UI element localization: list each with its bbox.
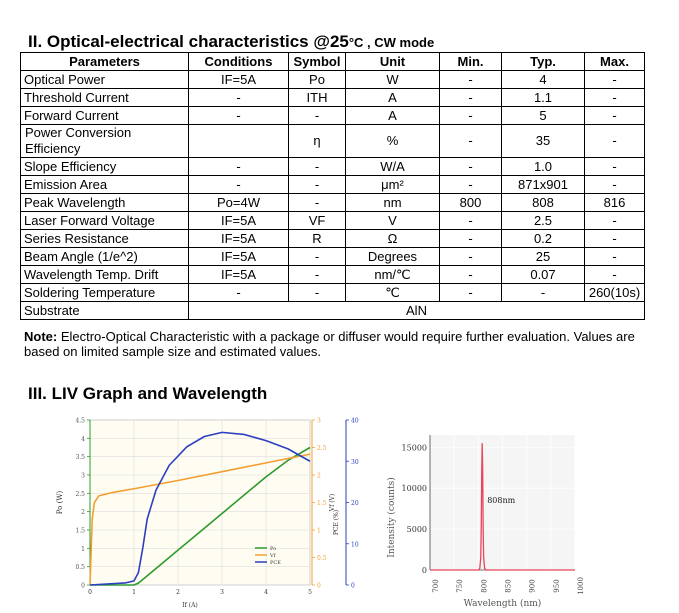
y-tick-label: 15000 (401, 443, 427, 453)
table-cell: IF=5A (189, 230, 289, 248)
table-cell: - (585, 230, 645, 248)
table-cell: 2.5 (502, 212, 585, 230)
y-tick-label: 0.5 (75, 564, 85, 572)
table-cell: 25 (502, 248, 585, 266)
column-header: Typ. (502, 53, 585, 71)
x-tick-label: 800 (480, 579, 489, 593)
table-cell: - (585, 176, 645, 194)
table-cell: - (585, 158, 645, 176)
y-tick-label: 5000 (406, 525, 427, 535)
table-cell: 800 (440, 194, 502, 212)
vf-tick-label: 3 (317, 417, 321, 425)
pce-tick-label: 20 (351, 500, 359, 507)
table-cell: Series Resistance (21, 230, 189, 248)
characteristics-table (20, 52, 645, 320)
table-cell: Po (289, 71, 346, 89)
x-tick-label: 3 (220, 589, 224, 596)
table-cell: 808 (502, 194, 585, 212)
vf-axis-label: Vf (V) (329, 493, 336, 512)
table-cell: W/A (346, 158, 440, 176)
table-cell: Peak Wavelength (21, 194, 189, 212)
y-tick-label: 4 (81, 435, 85, 443)
table-row (21, 158, 645, 176)
x-tick-label: 0 (88, 589, 92, 596)
table-cell: - (585, 89, 645, 107)
section-3-title: III. LIV Graph and Wavelength (28, 384, 268, 403)
pce-tick-label: 10 (351, 541, 359, 549)
y-tick-label: 2 (81, 509, 85, 517)
table-cell: IF=5A (189, 266, 289, 284)
vf-tick-label: 1 (317, 527, 321, 535)
table-cell: A (346, 107, 440, 125)
note-label: Note: (24, 329, 58, 344)
section-2-title-unit: °C , CW mode (348, 35, 435, 50)
section-2-heading (28, 32, 434, 52)
pce-tick-label: 0 (351, 582, 355, 590)
y-tick-label: 0 (421, 566, 427, 575)
table-row (21, 71, 645, 89)
x-tick-label: 850 (504, 579, 513, 593)
table-cell: ℃ (346, 284, 440, 302)
table-cell: Slope Efficiency (21, 158, 189, 176)
table-cell: W (346, 71, 440, 89)
x-tick-label: 750 (456, 579, 465, 593)
table-cell: Substrate (21, 302, 189, 320)
table-cell: - (440, 107, 502, 125)
table-cell: - (502, 284, 585, 302)
table-cell: 1.1 (502, 89, 585, 107)
table-cell: IF=5A (189, 71, 289, 89)
legend-label: PCE (270, 560, 281, 566)
table-row (21, 125, 645, 158)
table-cell: - (289, 176, 346, 194)
table-cell: 0.07 (502, 266, 585, 284)
table-cell: R (289, 230, 346, 248)
liv-chart (50, 410, 359, 610)
table-cell: - (440, 158, 502, 176)
column-header: Symbol (289, 53, 346, 71)
table-cell: 35 (502, 125, 585, 158)
x-tick-label: 5 (308, 589, 312, 596)
table-cell: AlN (189, 302, 645, 320)
table-cell: - (585, 71, 645, 89)
table-cell: - (289, 194, 346, 212)
y-tick-label: 3.5 (75, 454, 85, 462)
table-cell: - (440, 284, 502, 302)
table-row (21, 176, 645, 194)
table-cell: - (440, 89, 502, 107)
table-cell: A (346, 89, 440, 107)
legend-label: Po (270, 546, 277, 552)
column-header: Unit (346, 53, 440, 71)
table-cell: % (346, 125, 440, 158)
table-cell: - (289, 266, 346, 284)
table-cell: Forward Current (21, 107, 189, 125)
y-tick-label: 0 (81, 582, 85, 590)
pce-tick-label: 30 (351, 458, 359, 466)
table-cell: - (189, 176, 289, 194)
y-tick-label: 2.5 (75, 490, 85, 498)
vf-tick-label: 0 (317, 582, 321, 590)
table-cell: - (585, 212, 645, 230)
table-header-row (21, 53, 645, 71)
table-row (21, 89, 645, 107)
table-cell: η (289, 125, 346, 158)
vf-tick-label: 0.5 (317, 555, 327, 562)
table-cell: - (289, 107, 346, 125)
y-tick-label: 1 (81, 545, 85, 553)
table-cell: - (585, 125, 645, 158)
table-row (21, 248, 645, 266)
table-cell: - (440, 266, 502, 284)
table-cell: Po=4W (189, 194, 289, 212)
table-cell: IF=5A (189, 212, 289, 230)
table-row (21, 284, 645, 302)
table-cell: - (289, 248, 346, 266)
table-cell: - (585, 248, 645, 266)
table-cell: 260(10s) (585, 284, 645, 302)
table-cell: - (289, 158, 346, 176)
table-row (21, 194, 645, 212)
column-header: Max. (585, 53, 645, 71)
table-cell: Emission Area (21, 176, 189, 194)
vf-tick-label: 2 (317, 472, 321, 480)
table-cell: VF (289, 212, 346, 230)
table-cell: 816 (585, 194, 645, 212)
table-cell: - (440, 230, 502, 248)
table-cell: 1.0 (502, 158, 585, 176)
table-row (21, 212, 645, 230)
table-cell: V (346, 212, 440, 230)
table-cell: Threshold Current (21, 89, 189, 107)
table-row (21, 302, 645, 320)
table-cell: 4 (502, 71, 585, 89)
y-tick-label: 10000 (401, 484, 427, 494)
table-cell: - (289, 284, 346, 302)
table-cell: 5 (502, 107, 585, 125)
table-cell: - (440, 125, 502, 158)
table-cell: - (440, 176, 502, 194)
table-cell: 0.2 (502, 230, 585, 248)
column-header: Conditions (189, 53, 289, 71)
y-axis-label: Po (W) (56, 490, 64, 515)
section-2-title: II. Optical-electrical characteristics @25 (28, 32, 349, 51)
legend-label: Vf (270, 553, 276, 559)
note-text: Electro-Optical Characteristic with a package or diffuser would require further evaluation. Values are based on limited sample size and estimated values. (24, 329, 635, 359)
column-header: Parameters (21, 53, 189, 71)
x-axis-label: If (A) (182, 602, 198, 609)
table-cell: Degrees (346, 248, 440, 266)
table-row (21, 230, 645, 248)
x-tick-label: 700 (432, 579, 440, 593)
table-cell (189, 125, 289, 158)
x-tick-label: 950 (552, 579, 561, 593)
pce-tick-label: 40 (351, 417, 359, 425)
x-tick-label: 2 (176, 589, 180, 596)
table-cell: - (440, 71, 502, 89)
column-header: Min. (440, 53, 502, 71)
note (24, 329, 654, 359)
table-cell: - (440, 248, 502, 266)
x-tick-label: 1000 (577, 577, 585, 595)
table-cell: Ω (346, 230, 440, 248)
table-cell: 871x901 (502, 176, 585, 194)
table-cell: μm² (346, 176, 440, 194)
table-cell: - (189, 284, 289, 302)
table-row (21, 107, 645, 125)
table-cell: ITH (289, 89, 346, 107)
table-cell: - (189, 158, 289, 176)
vf-tick-label: 1.5 (317, 500, 327, 507)
peak-annotation: 808nm (487, 495, 516, 505)
table-cell: Wavelength Temp. Drift (21, 266, 189, 284)
table-cell: IF=5A (189, 248, 289, 266)
table-cell: - (440, 212, 502, 230)
spectrum-chart (380, 410, 590, 610)
table-cell: nm/℃ (346, 266, 440, 284)
table-row (21, 266, 645, 284)
y-tick-label: 4.5 (75, 417, 85, 425)
pce-axis-label: PCE (%) (333, 509, 340, 536)
y-tick-label: 3 (81, 472, 85, 480)
section-3-heading (28, 384, 267, 404)
table-cell: nm (346, 194, 440, 212)
table-cell: Laser Forward Voltage (21, 212, 189, 230)
x-tick-label: 900 (528, 579, 537, 593)
table-body (21, 71, 645, 320)
table-cell: Soldering Temperature (21, 284, 189, 302)
table-cell: - (585, 107, 645, 125)
vf-tick-label: 2.5 (317, 445, 327, 452)
y-tick-label: 1.5 (75, 527, 85, 535)
x-axis-label: Wavelength (nm) (463, 599, 542, 609)
x-tick-label: 1 (132, 589, 136, 596)
table-cell: - (189, 89, 289, 107)
table-cell: Beam Angle (1/e^2) (21, 248, 189, 266)
table-cell: Power Conversion Efficiency (21, 125, 189, 158)
table-cell: - (585, 266, 645, 284)
x-tick-label: 4 (264, 589, 268, 596)
table-cell: Optical Power (21, 71, 189, 89)
table-cell: - (189, 107, 289, 125)
y-axis-label: Intensity (counts) (387, 477, 397, 558)
